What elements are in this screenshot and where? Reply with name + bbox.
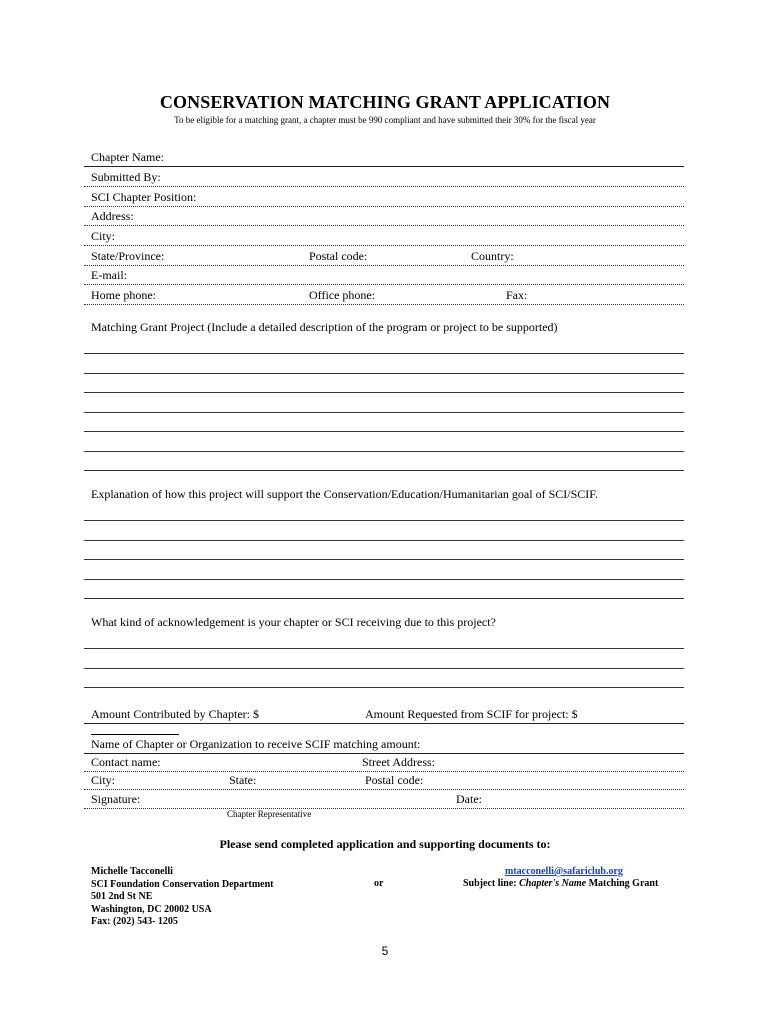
org-name-label: Name of Chapter or Organization to receive SCIF matching amount: [91,737,421,751]
eligibility-note: To be eligible for a matching grant, a chapter must be 990 compliant and have submitted their 30% for the fiscal year [174,115,596,125]
acknowledgement-line[interactable] [84,687,684,688]
country-label: Country: [471,249,514,263]
explanation-line[interactable] [84,540,684,541]
explanation-line[interactable] [84,559,684,560]
explanation-line[interactable] [84,579,684,580]
project-line[interactable] [84,392,684,393]
phone-fax-field[interactable] [84,284,684,305]
subject-suffix: Matching Grant [586,878,659,889]
office-phone-label: Office phone: [309,288,376,302]
explanation-line[interactable] [84,520,684,521]
date-label: Date: [456,792,482,806]
project-line[interactable] [84,431,684,432]
project-line[interactable] [84,373,684,374]
recipient-city: Washington, DC 20002 USA [91,903,212,915]
fax-label: Fax: [506,288,528,302]
project-line[interactable] [84,353,684,354]
project-line[interactable] [84,470,684,471]
submitted-by-field[interactable] [84,166,684,187]
submitted-by-label: Submitted By: [91,170,161,184]
chapter-name-label: Chapter Name: [91,150,164,164]
or-separator: or [374,878,384,889]
city-state-postal-field[interactable] [84,769,684,790]
email-link[interactable]: mtacconelli@safariclub.org [505,866,623,877]
project-question: Matching Grant Project (Include a detailed description of the program or project to be supported) [91,320,558,334]
project-line[interactable] [84,412,684,413]
state-province-label: State/Province: [91,249,165,263]
subject-prefix: Subject line: [463,878,520,889]
sci-position-field[interactable] [84,186,684,207]
subject-chapter-name: Chapter's Name [519,878,587,889]
signature-date-field[interactable] [84,788,684,809]
recipient-street: 501 2nd St NE [91,891,153,902]
address-label: Address: [91,209,134,223]
project-line[interactable] [84,451,684,452]
acknowledgement-question: What kind of acknowledgement is your chapter or SCI receiving due to this project? [91,615,496,629]
email-field[interactable] [84,264,684,285]
city-label: City: [91,229,116,243]
city-field[interactable] [84,225,684,246]
form-title: CONSERVATION MATCHING GRANT APPLICATION [159,92,611,112]
explanation-question: Explanation of how this project will support the Conservation/Education/Humanitarian goal of SCI/SCIF. [91,487,598,501]
recipient-name: Michelle Tacconelli [91,866,173,877]
email-label: E-mail: [91,268,127,282]
postal-code-label: Postal code: [309,249,368,263]
send-instructions: Please send completed application and supporting documents to: [219,837,551,851]
street-address-label: Street Address: [362,755,435,769]
amounts-field[interactable] [84,703,684,724]
funding-city-label: City: [91,773,116,787]
sci-position-label: SCI Chapter Position: [91,190,197,204]
funding-postal-label: Postal code: [365,773,424,787]
address-field[interactable] [84,205,684,226]
mailing-address [91,866,274,929]
chapter-name-field[interactable] [84,146,684,167]
chapter-representative-caption: Chapter Representative [227,809,312,819]
explanation-line[interactable] [84,598,684,599]
amount-requested-label: Amount Requested from SCIF for project: $ [365,707,578,721]
recipient-fax: Fax: (202) 543- 1205 [91,916,178,927]
recipient-department: SCI Foundation Conservation Department [91,878,274,890]
state-postal-country-field[interactable] [84,245,684,266]
contact-name-label: Contact name: [91,755,161,769]
subject-line [463,878,658,889]
home-phone-label: Home phone: [91,288,156,302]
acknowledgement-line[interactable] [84,648,684,649]
acknowledgement-line[interactable] [84,668,684,669]
amount-contributed-label: Amount Contributed by Chapter: $ [91,707,259,721]
funding-state-label: State: [229,773,257,787]
signature-label: Signature: [91,792,141,806]
page-number: 5 [381,944,389,958]
